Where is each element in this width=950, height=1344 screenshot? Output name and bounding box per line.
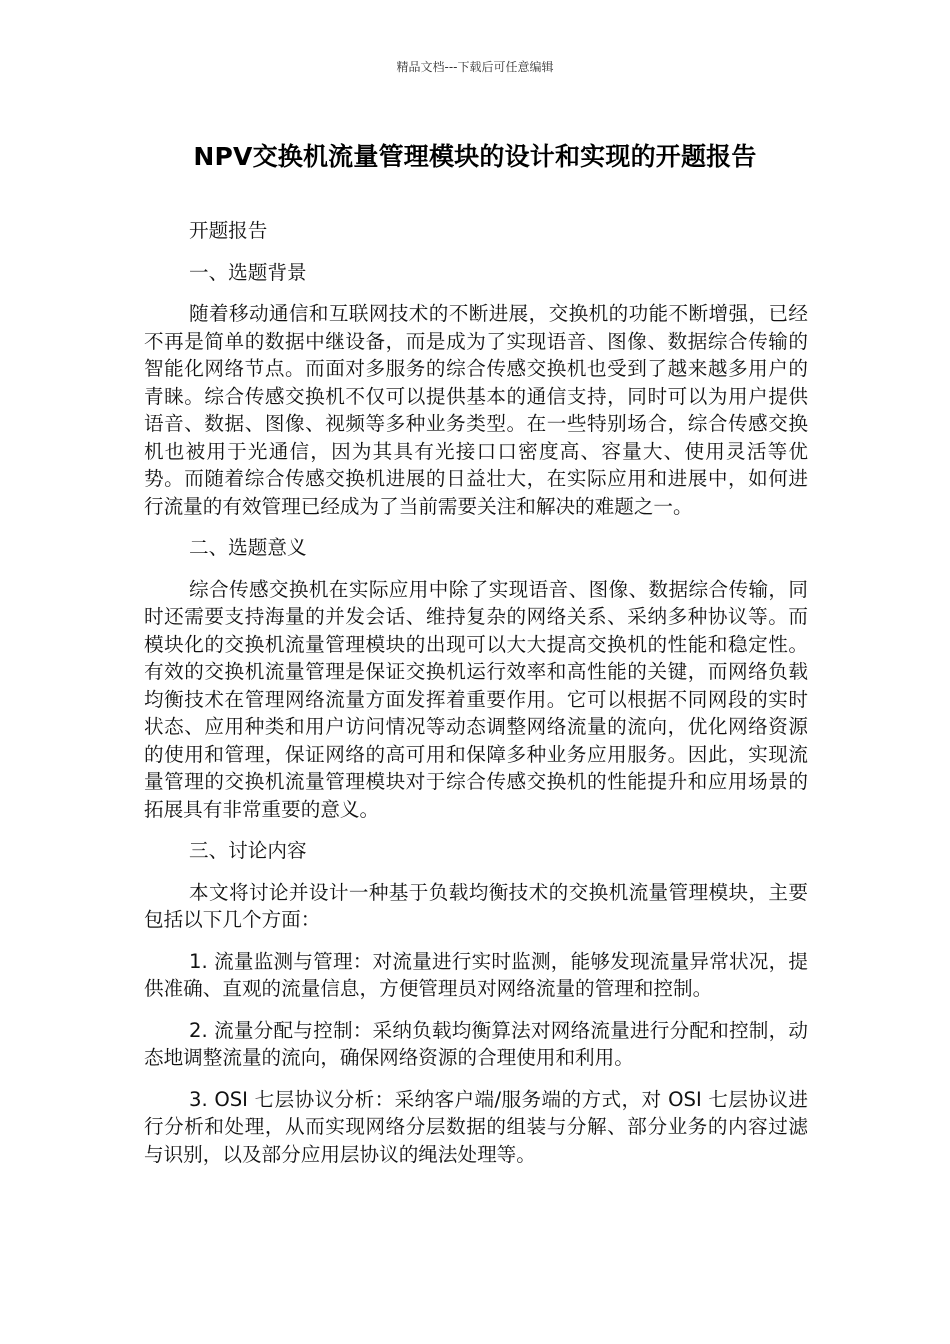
section-heading-significance: 二、选题意义: [189, 536, 307, 559]
list-item: 2. 流量分配与控制：采纳负载均衡算法对网络流量进行分配和控制，动态地调整流量的流向，确保网络资源的合理使用和利用。: [144, 1018, 808, 1069]
list-item: 1. 流量监测与管理：对流量进行实时监测，能够发现流量异常状况，提供准确、直观的流量信息，方便管理员对网络流量的管理和控制。: [144, 949, 808, 1000]
section-heading-content: 三、讨论内容: [189, 839, 307, 862]
document-title: NPV交换机流量管理模块的设计和实现的开题报告: [193, 142, 757, 171]
document-body: [144, 217, 808, 1182]
header-note: 精品文档---下载后可任意编辑: [396, 60, 554, 74]
section-text-background: 随着移动通信和互联网技术的不断进展，交换机的功能不断增强，已经不再是简单的数据中继设备，而是成为了实现语音、图像、数据综合传输的智能化网络节点。而面对多服务的综合传感交换机也受到了越来越多用户的青睐。综合传感交换机不仅可以提供基本的通信支持，同时可以为用户提供语音、数据、图像、视频等多种业务类型。在一些特别场合，综合传感交换机也被用于光通信，因为其具有光接口口密度高、容量大、使用灵活等优势。而随着综合传感交换机进展的日益壮大，在实际应用和进展中，如何进行流量的有效管理已经成为了当前需要关注和解决的难题之一。: [144, 302, 808, 518]
report-label: 开题报告: [189, 219, 268, 242]
section-text-content-intro: 本文将讨论并设计一种基于负载均衡技术的交换机流量管理模块，主要包括以下几个方面：: [144, 880, 808, 931]
list-item: 3. OSI 七层协议分析：采纳客户端/服务端的方式，对 OSI 七层协议进行分析和处理，从而实现网络分层数据的组装与分解、部分业务的内容过滤与识别，以及部分应用层协议的绳法处理等。: [144, 1087, 808, 1166]
section-text-significance: 综合传感交换机在实际应用中除了实现语音、图像、数据综合传输，同时还需要支持海量的并发会话、维持复杂的网络关系、采纳多种协议等。而模块化的交换机流量管理模块的出现可以大大提高交换机的性能和稳定性。有效的交换机流量管理是保证交换机运行效率和高性能的关键，而网络负载均衡技术在管理网络流量方面发挥着重要作用。它可以根据不同网段的实时状态、应用种类和用户访问情况等动态调整网络流量的流向，优化网络资源的使用和管理，保证网络的高可用和保障多种业务应用服务。因此，实现流量管理的交换机流量管理模块对于综合传感交换机的性能提升和应用场景的拓展具有非常重要的意义。: [144, 577, 808, 821]
section-heading-background: 一、选题背景: [189, 260, 307, 284]
